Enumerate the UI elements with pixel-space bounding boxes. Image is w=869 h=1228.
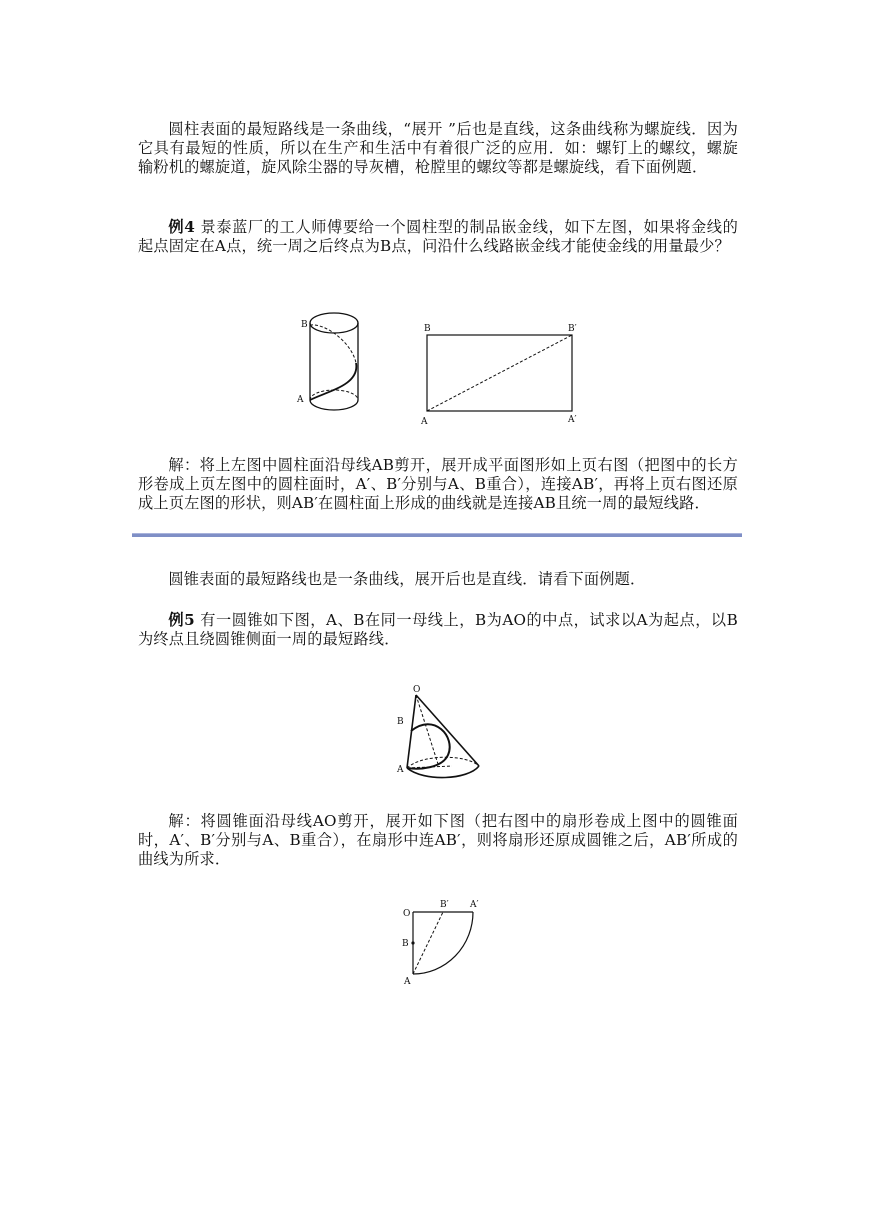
cone-axis (416, 695, 438, 764)
cylinder-top-ellipse (310, 313, 358, 333)
section-divider (132, 533, 742, 537)
sector-label-A: A (404, 977, 411, 987)
cylinder-solution-paragraph: 解：将上左图中圆柱面沿母线AB剪开，展开成平面图形如上页右图（把图中的长方形卷成上页左图中的圆柱面时，A′、B′分别与A、B重合），连接AB′，再将上页右图还原成上页左图的形状，则AB′在圆柱面上形成的曲线就是连接AB且统一周的最短线路． (138, 456, 738, 512)
cylinder-label-A: A (297, 395, 304, 405)
example-4-text: 景泰蓝厂的工人师傅要给一个圆柱型的制品嵌金线，如下左图，如果将金线的起点固定在A点，统一周之后终点为B点，问沿什么线路嵌金线才能使金线的用量最少？ (138, 218, 739, 255)
cylinder-figure (296, 305, 366, 425)
rectangle-label-Ap: A′ (568, 415, 577, 425)
rectangle-figure (418, 320, 588, 430)
cone-label-A: A (397, 765, 404, 775)
cylinder-bottom-front (310, 400, 358, 410)
example-5-paragraph (138, 611, 738, 649)
cone-label-O: O (413, 685, 421, 695)
rectangle-diagonal-AB (427, 335, 572, 411)
example-5-text: 有一圆锥如下图，A、B在同一母线上，B为AO的中点，试求以A为起点，以B为终点且绕圆锥侧面一周的最短路线． (138, 611, 738, 648)
sector-line-AB (413, 912, 443, 974)
sector-point-B (411, 941, 414, 944)
example-5-label: 例5 (168, 611, 195, 629)
cylinder-bottom-back (310, 390, 358, 400)
example-4-paragraph (138, 218, 738, 256)
sector-label-B: B (402, 939, 409, 949)
rectangle-label-Bp: B′ (568, 324, 577, 334)
cone-label-B: B (397, 717, 404, 727)
cone-intro-paragraph: 圆锥表面的最短路线也是一条曲线，展开后也是直线．请看下面例题． (168, 570, 646, 588)
cone-solution-paragraph: 解：将圆锥面沿母线AO剪开，展开如下图（把右图中的扇形卷成上图中的圆锥面时，A′、B′分别与A、B重合），在扇形中连AB′，则将扇形还原成圆锥之后，AB′所成的曲线为所求． (138, 812, 738, 868)
sector-figure (398, 898, 488, 988)
cylinder-label-B: B (301, 320, 308, 330)
rectangle-label-A: A (421, 417, 428, 427)
example-4-label: 例4 (168, 218, 195, 236)
sector-label-Bp: B′ (440, 900, 449, 910)
sector-label-Ap: A′ (470, 900, 479, 910)
cone-spiral-curve (407, 724, 450, 768)
rectangle-label-B: B (424, 324, 431, 334)
sector-label-O: O (403, 909, 411, 919)
helix-front-curve (310, 363, 356, 400)
cylinder-intro-paragraph: 圆柱表面的最短路线是一条曲线，“展开 ”后也是直线，这条曲线称为螺旋线．因为它具有最短的性质，所以在生产和生活中有着很广泛的应用．如：螺钉上的螺纹，螺旋输粉机的螺旋道，旋风除尘器的导灰槽，枪膛里的螺纹等都是螺旋线，看下面例题． (138, 120, 738, 176)
sector-arc (413, 912, 473, 974)
cone-figure (396, 682, 486, 788)
